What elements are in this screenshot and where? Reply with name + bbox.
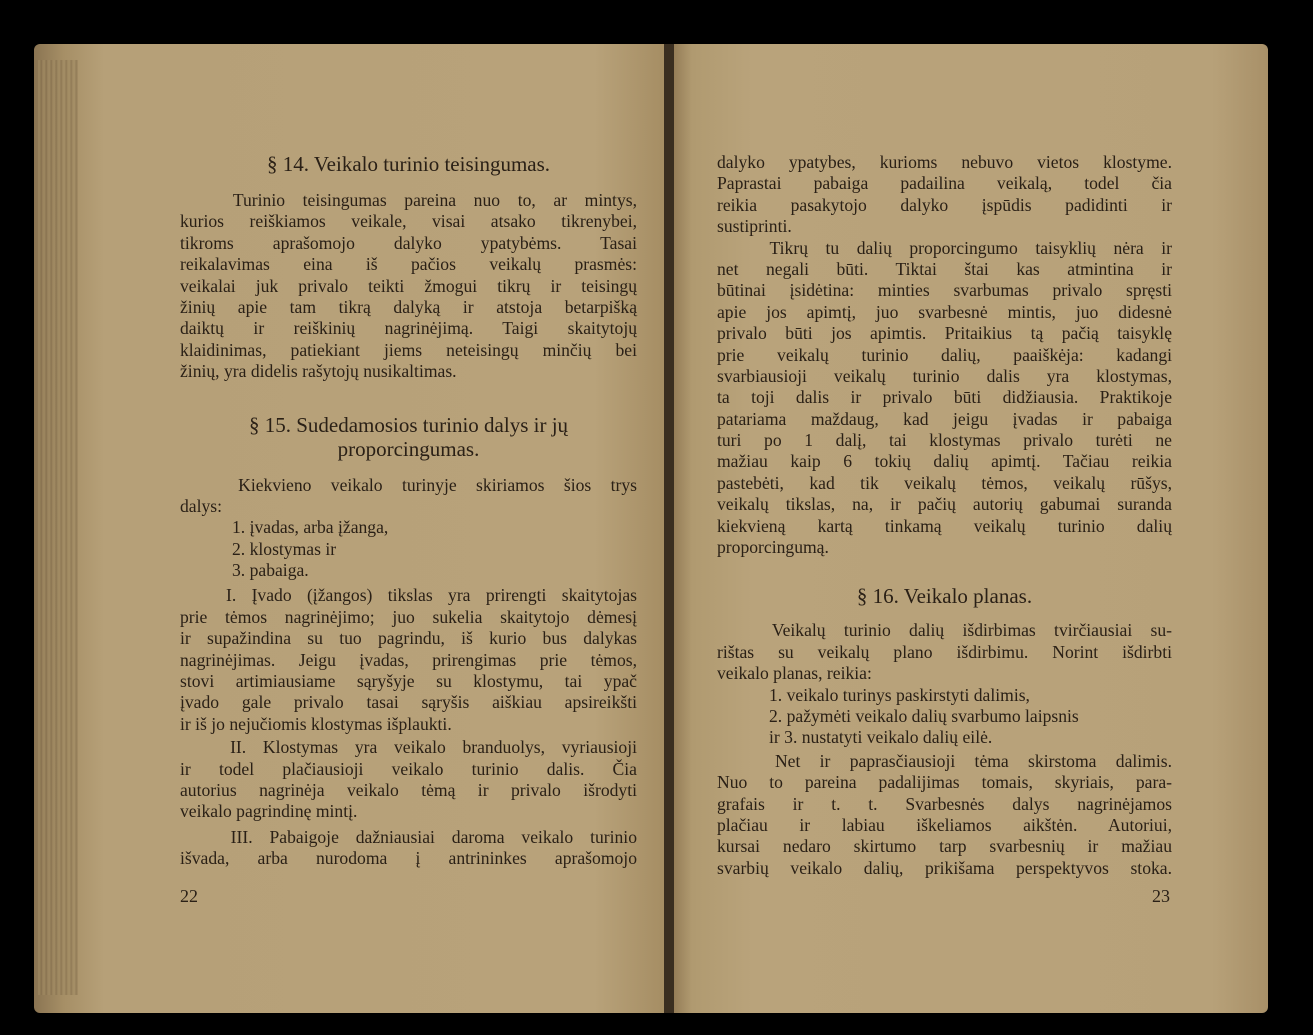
heading-line: § 16. Veikalo planas. bbox=[856, 584, 1033, 609]
text-line: ir todel plačiausioji veikalo turinio dalis. Čia bbox=[180, 758, 637, 779]
paragraph bbox=[180, 190, 637, 383]
text-line: Nuo to pareina padalijimas tomais, skyriais, para- bbox=[717, 772, 1172, 793]
text-line: daiktų ir reiškinių nagrinėjimą. Taigi skaitytojų bbox=[180, 318, 637, 339]
paragraph bbox=[717, 620, 1172, 684]
text-line: sustiprinti. bbox=[717, 216, 792, 237]
text-line: prie tėmos nagrinėjimo; juo sukelia skaitytojo dėmesį bbox=[180, 606, 637, 627]
text-line: ta toji dalis ir privalo būti didžiausia. Praktikoje bbox=[717, 387, 1172, 408]
text-line: proporcingumą. bbox=[717, 537, 829, 558]
spacer bbox=[180, 383, 637, 413]
text-line: veikalų tikslas, na, ir pačių autorių gabumai suranda bbox=[717, 494, 1172, 515]
page-edges bbox=[38, 60, 78, 995]
section-heading bbox=[180, 413, 637, 461]
text-line: klaidinimas, patiekiant jiems neteisingų minčių bei bbox=[180, 339, 637, 360]
spacer bbox=[180, 461, 637, 475]
paragraph bbox=[180, 827, 637, 870]
heading-line: proporcingumas. bbox=[337, 436, 480, 461]
text-line: III. Pabaigoje dažniausiai daroma veikalo turinio bbox=[180, 826, 637, 847]
spacer bbox=[717, 608, 1172, 620]
page-number-left: 22 bbox=[180, 886, 198, 906]
text-line: kiekvieną kartą tinkamą veikalų turinio dalių bbox=[717, 515, 1172, 536]
text-line: būtinai įsidėtina: minties svarbumas privalo spręsti bbox=[717, 280, 1172, 301]
text-line: autorius nagrinėja veikalo tėmą ir privalo išrodyti bbox=[180, 779, 637, 800]
heading-line: § 14. Veikalo turinio teisingumas. bbox=[266, 152, 551, 176]
spacer bbox=[717, 558, 1172, 584]
text-line: veikalai juk privalo teikti žmogui tikrų ir teisingų bbox=[180, 275, 637, 296]
list-item: 3. pabaiga. bbox=[232, 560, 309, 581]
text-line: patariama maždaug, kad jeigu įvadas ir pabaiga bbox=[717, 408, 1172, 429]
paragraph bbox=[180, 475, 637, 518]
list-item: 2. klostymas ir bbox=[232, 538, 337, 559]
text-line: dalyko ypatybes, kurioms nebuvo vietos klostyme. bbox=[717, 152, 1172, 172]
text-line: tikroms aprašomojo dalyko ypatybėms. Tasai bbox=[180, 232, 637, 253]
text-line: prie veikalų turinio dalių, paaiškėja: kadangi bbox=[717, 344, 1172, 365]
text-line: I. Įvado (įžangos) tikslas yra prirengti skaitytojas bbox=[180, 585, 637, 606]
text-line: Kiekvieno veikalo turinyje skiriamos šios trys bbox=[180, 474, 637, 495]
left-page-text bbox=[180, 152, 637, 870]
paragraph bbox=[180, 585, 637, 735]
section-heading bbox=[180, 152, 637, 176]
text-line: grafais ir t. t. Svarbesnės dalys nagrinėjamos bbox=[717, 793, 1172, 814]
list-item: ir 3. nustatyti veikalo dalių eilė. bbox=[769, 727, 993, 748]
text-line: nagrinėjimas. Jeigu įvadas, prirengimas prie tėmos, bbox=[180, 649, 637, 670]
text-line: ir iš jo nejučiomis klostymas išplaukti. bbox=[180, 713, 452, 734]
right-page-text bbox=[717, 152, 1172, 879]
paragraph bbox=[717, 238, 1172, 559]
text-line: mažiau kaip 6 tokių dalių apimtį. Tačiau reikia bbox=[717, 451, 1172, 472]
text-line: reikia pasakytojo dalyko įspūdis padidinti ir bbox=[717, 194, 1172, 215]
text-line: veikalo planas, reikia: bbox=[717, 663, 872, 684]
text-line: turi po 1 dalį, tai klostymas privalo turėti ne bbox=[717, 430, 1172, 451]
paragraph bbox=[717, 152, 1172, 238]
list-item: 2. pažymėti veikalo dalių svarbumo laipsnis bbox=[769, 705, 1079, 726]
text-line: išvada, arba nurodoma į antrininkes aprašomojo bbox=[180, 848, 637, 869]
text-line: privalo būti jos apimtis. Pritaikius tą pačią taisyklę bbox=[717, 323, 1172, 344]
text-line: net negali būti. Tiktai štai kas atmintina ir bbox=[717, 258, 1172, 279]
text-line: apie jos apimtį, juo svarbesnė mintis, juo didesnė bbox=[717, 301, 1172, 322]
book-gutter bbox=[664, 44, 674, 1013]
text-line: pastebėti, kad tik veikalų tėmos, veikalų rūšys, bbox=[717, 472, 1172, 493]
text-line: kursai nedaro skirtumo tarp svarbesnių ir mažiau bbox=[717, 836, 1172, 857]
numbered-list bbox=[717, 685, 1172, 749]
text-line: reikalavimas eina iš pačios veikalų prasmės: bbox=[180, 254, 637, 275]
list-item: 1. įvadas, arba įžanga, bbox=[232, 517, 389, 538]
text-line: kurios reiškiamos veikale, visai atsako tikrenybei, bbox=[180, 211, 637, 232]
text-line: Veikalų turinio dalių išdirbimas tvirčiausiai su- bbox=[717, 620, 1172, 641]
heading-line: § 15. Sudedamosios turinio dalys ir jų bbox=[248, 412, 569, 437]
spacer bbox=[180, 176, 637, 190]
text-line: veikalo pagrindinę mintį. bbox=[180, 801, 358, 822]
section-heading bbox=[717, 584, 1172, 608]
page-number-right: 23 bbox=[1152, 886, 1170, 906]
numbered-list bbox=[180, 517, 637, 581]
text-line: II. Klostymas yra veikalo branduolys, vyriausioji bbox=[180, 737, 637, 758]
text-line: Tikrų tu dalių proporcingumo taisyklių nėra ir bbox=[717, 237, 1172, 258]
paragraph bbox=[717, 751, 1172, 879]
paragraph bbox=[180, 737, 637, 823]
text-line: svarbių veikalo dalių, prikišama perspektyvos stoka. bbox=[717, 857, 1172, 878]
text-line: Paprastai pabaiga padailina veikalą, todel čia bbox=[717, 173, 1172, 194]
text-line: įvado gale privalo tasai sąryšis aiškiau apsireikšti bbox=[180, 692, 637, 713]
text-line: Turinio teisingumas pareina nuo to, ar mintys, bbox=[180, 190, 637, 210]
text-line: Net ir paprasčiausioji tėma skirstoma dalimis. bbox=[717, 750, 1172, 771]
text-line: ir supažindina su tuo pagrindu, iš kurio bus dalykas bbox=[180, 628, 637, 649]
text-line: dalys: bbox=[180, 495, 223, 516]
text-line: žinių, yra didelis rašytojų nusikaltimas. bbox=[180, 361, 457, 382]
text-line: stovi artimiausiame sąryšyje su klostymu, tai ypač bbox=[180, 671, 637, 692]
text-line: plačiau ir labiau iškeliamos aikštėn. Autoriui, bbox=[717, 814, 1172, 835]
text-line: svarbiausioji veikalų turinio dalis yra klostymas, bbox=[717, 365, 1172, 386]
text-line: rištas su veikalų plano išdirbimu. Norint išdirbti bbox=[717, 641, 1172, 662]
text-line: žinių apie tam tikrą dalyką ir atstoja betarpišką bbox=[180, 296, 637, 317]
list-item: 1. veikalo turinys paskirstyti dalimis, bbox=[769, 684, 1030, 705]
